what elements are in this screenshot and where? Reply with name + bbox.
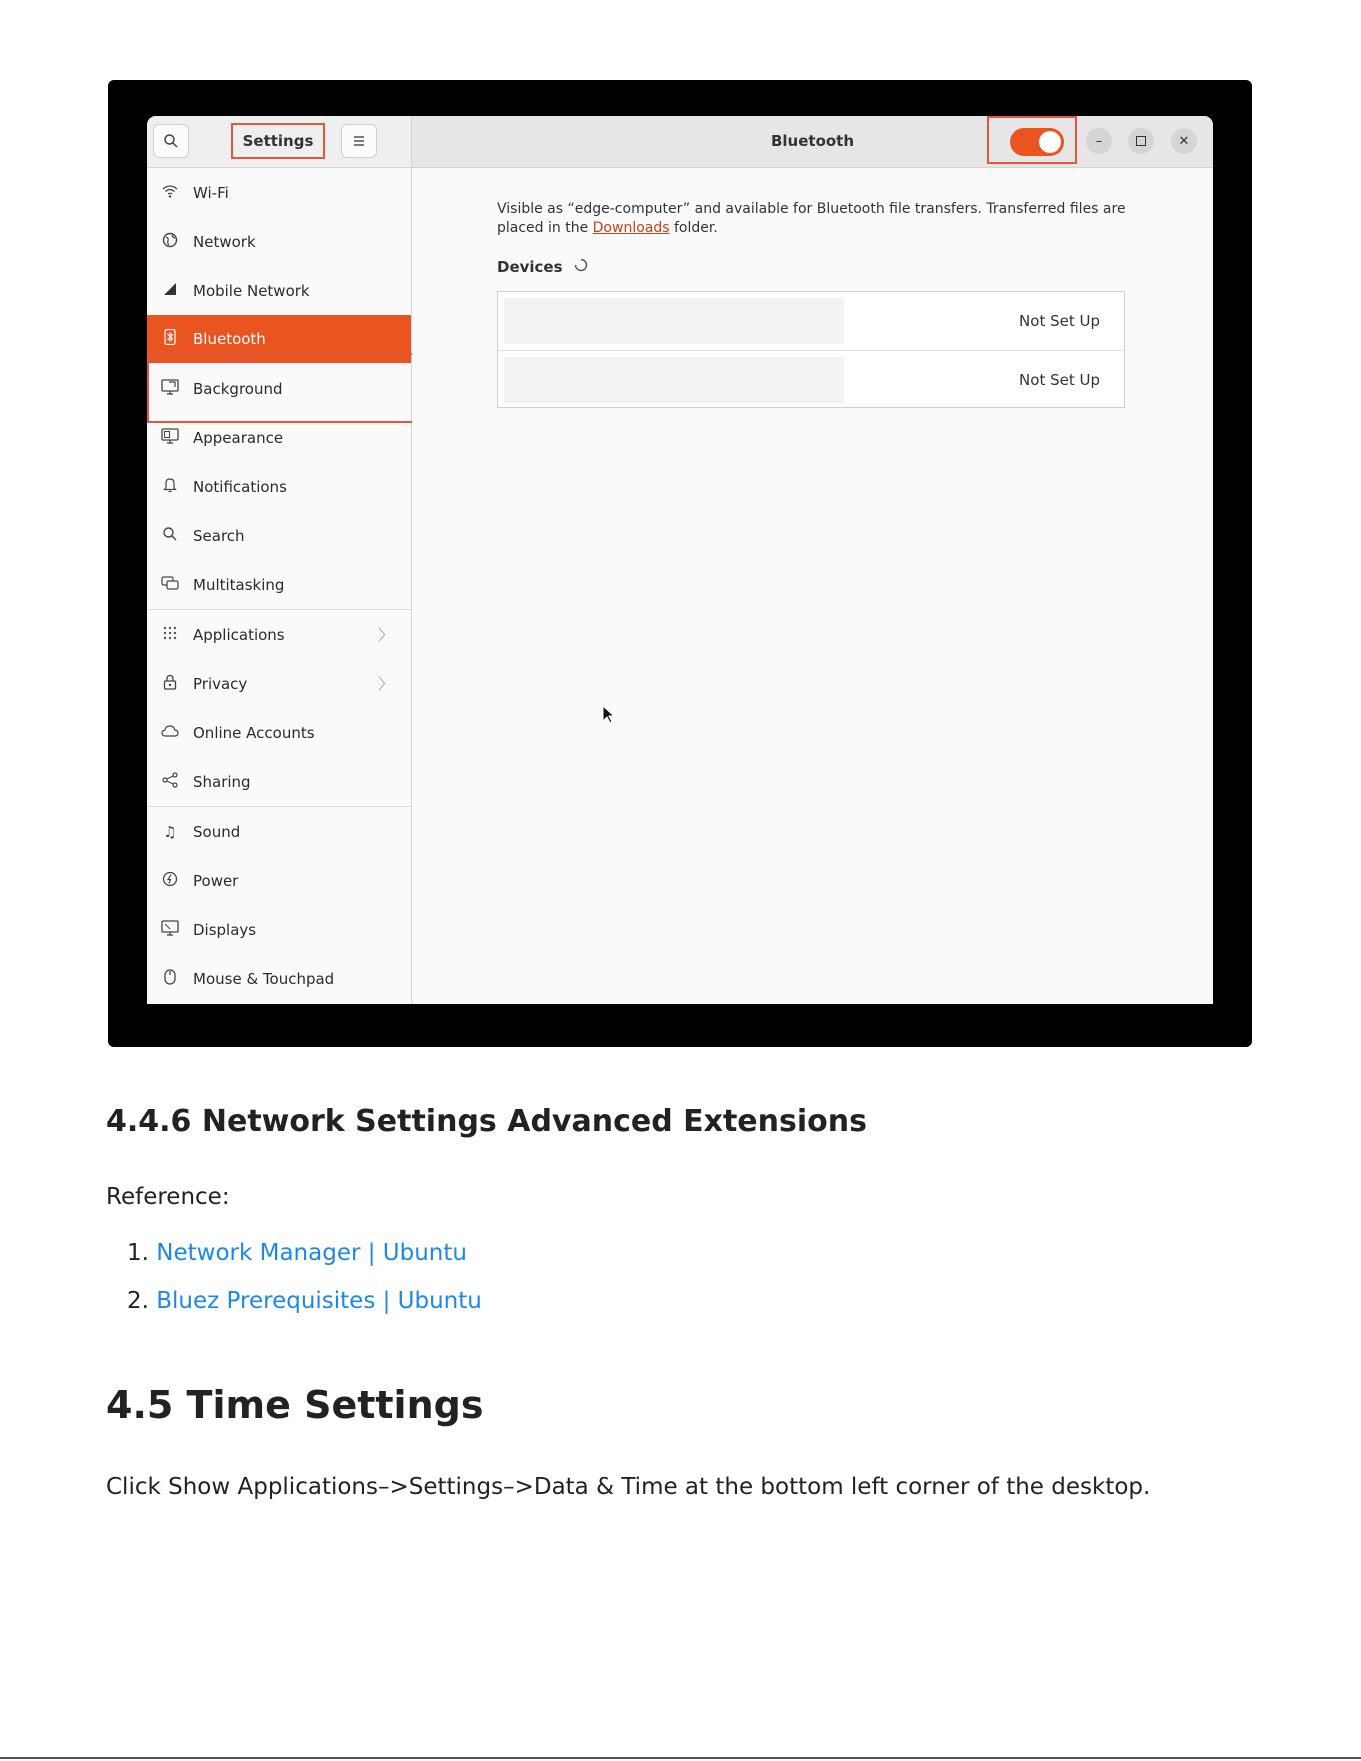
sidebar <box>147 168 412 1004</box>
sidebar-item-label: Multitasking <box>193 575 285 594</box>
music-note-icon: ♫ <box>163 822 177 841</box>
chapter-heading: 4.5 Time Settings <box>106 1383 484 1427</box>
bluetooth-toggle[interactable] <box>1010 128 1064 156</box>
toggle-highlight <box>987 116 1077 164</box>
network-icon <box>161 232 179 252</box>
spinner-icon <box>574 258 588 276</box>
sidebar-item-label: Displays <box>193 920 257 939</box>
cloud-icon <box>161 724 179 742</box>
downloads-link[interactable]: Downloads <box>592 220 670 236</box>
search-icon <box>161 526 179 546</box>
page-divider <box>0 1757 1361 1759</box>
sidebar-item-label: Mouse & Touchpad <box>193 969 335 988</box>
sidebar-item-appearance[interactable] <box>147 413 411 462</box>
sidebar-item-label: Appearance <box>193 428 284 447</box>
sidebar-item-label: Bluetooth <box>193 330 266 348</box>
device-name-redacted <box>504 298 844 344</box>
maximize-icon <box>1136 136 1146 146</box>
bluez-prerequisites-link[interactable]: Bluez Prerequisites | Ubuntu <box>156 1288 482 1314</box>
sidebar-item-network[interactable] <box>147 217 411 266</box>
apps-grid-icon <box>161 626 179 644</box>
page-title: Bluetooth <box>770 132 855 150</box>
reference-list-item <box>127 1240 467 1266</box>
chevron-right-icon: 〉 <box>377 626 393 644</box>
close-icon: ✕ <box>1178 133 1190 149</box>
minimize-icon: – <box>1095 133 1103 149</box>
sidebar-item-label: Notifications <box>193 477 287 496</box>
minimize-button[interactable] <box>1086 128 1112 154</box>
settings-window <box>147 116 1213 1004</box>
mouse-cursor-icon <box>602 705 616 730</box>
mobile-network-icon <box>161 281 179 301</box>
sidebar-title: Settings <box>231 123 325 159</box>
sidebar-item-privacy[interactable] <box>147 659 411 708</box>
sidebar-item-label: Background <box>193 379 283 398</box>
menu-button[interactable] <box>341 124 377 158</box>
sidebar-item-label: Network <box>193 232 256 251</box>
sidebar-item-power[interactable] <box>147 856 411 905</box>
bluetooth-panel <box>412 168 1213 1004</box>
sidebar-item-label: Sharing <box>193 772 251 791</box>
sidebar-headerbar <box>147 116 412 168</box>
sidebar-item-label: Wi-Fi <box>193 183 229 202</box>
content-headerbar <box>412 116 1213 168</box>
list-number: 1. <box>127 1240 149 1266</box>
sidebar-item-bluetooth[interactable] <box>147 315 411 363</box>
bell-icon <box>161 477 179 497</box>
appearance-icon <box>161 428 179 448</box>
list-number: 2. <box>127 1288 149 1314</box>
search-button[interactable] <box>153 124 189 158</box>
sidebar-item-applications[interactable] <box>147 610 411 659</box>
lock-icon <box>161 674 179 694</box>
section-heading: 4.4.6 Network Settings Advanced Extensions <box>106 1104 867 1139</box>
reference-list-item <box>127 1288 482 1314</box>
sidebar-item-sharing[interactable] <box>147 757 411 806</box>
sidebar-item-sound[interactable] <box>147 807 411 856</box>
device-row[interactable] <box>498 292 1124 351</box>
power-icon <box>161 871 179 891</box>
sidebar-item-label: Mobile Network <box>193 281 310 300</box>
sidebar-item-multitasking[interactable] <box>147 560 411 609</box>
device-status: Not Set Up <box>1019 312 1100 330</box>
mouse-icon <box>161 969 179 989</box>
chevron-right-icon: 〉 <box>377 675 393 693</box>
sidebar-item-displays[interactable] <box>147 905 411 954</box>
share-icon <box>161 772 179 792</box>
sidebar-item-mouse-touchpad[interactable] <box>147 954 411 1003</box>
bluetooth-icon <box>161 329 179 349</box>
sidebar-item-label: Privacy <box>193 674 248 693</box>
wifi-icon <box>161 184 179 202</box>
sidebar-item-search[interactable] <box>147 511 411 560</box>
description-text: Visible as “edge-computer” and available for Bluetooth file transfers. Transferred files are placed in the <box>497 201 1126 236</box>
device-row[interactable] <box>498 351 1124 409</box>
sidebar-item-background[interactable] <box>147 364 411 413</box>
instruction-paragraph: Click Show Applications–>Settings–>Data & Time at the bottom left corner of the desktop. <box>106 1474 1151 1500</box>
background-icon <box>161 379 179 399</box>
sidebar-item-label: Applications <box>193 625 285 644</box>
sidebar-item-label: Search <box>193 526 245 545</box>
toggle-knob <box>1039 131 1061 153</box>
devices-heading: Devices <box>497 258 563 276</box>
visibility-description <box>497 200 1137 238</box>
network-manager-link[interactable]: Network Manager | Ubuntu <box>156 1240 467 1266</box>
device-status: Not Set Up <box>1019 371 1100 389</box>
sidebar-item-notifications[interactable] <box>147 462 411 511</box>
hamburger-menu-icon <box>352 135 366 147</box>
search-icon <box>163 133 179 149</box>
reference-label: Reference: <box>106 1184 230 1210</box>
devices-list <box>497 291 1125 408</box>
sidebar-item-label: Sound <box>193 822 241 841</box>
sidebar-item-mobile-network[interactable] <box>147 266 411 315</box>
sidebar-item-label: Online Accounts <box>193 723 315 742</box>
maximize-button[interactable] <box>1128 128 1154 154</box>
sidebar-item-label: Power <box>193 871 239 890</box>
multitasking-icon <box>161 575 179 595</box>
description-text: folder. <box>669 220 718 236</box>
sidebar-item-wifi[interactable] <box>147 168 411 217</box>
display-icon <box>161 920 179 940</box>
device-name-redacted <box>504 357 844 403</box>
close-button[interactable] <box>1171 128 1197 154</box>
sidebar-item-online-accounts[interactable] <box>147 708 411 757</box>
